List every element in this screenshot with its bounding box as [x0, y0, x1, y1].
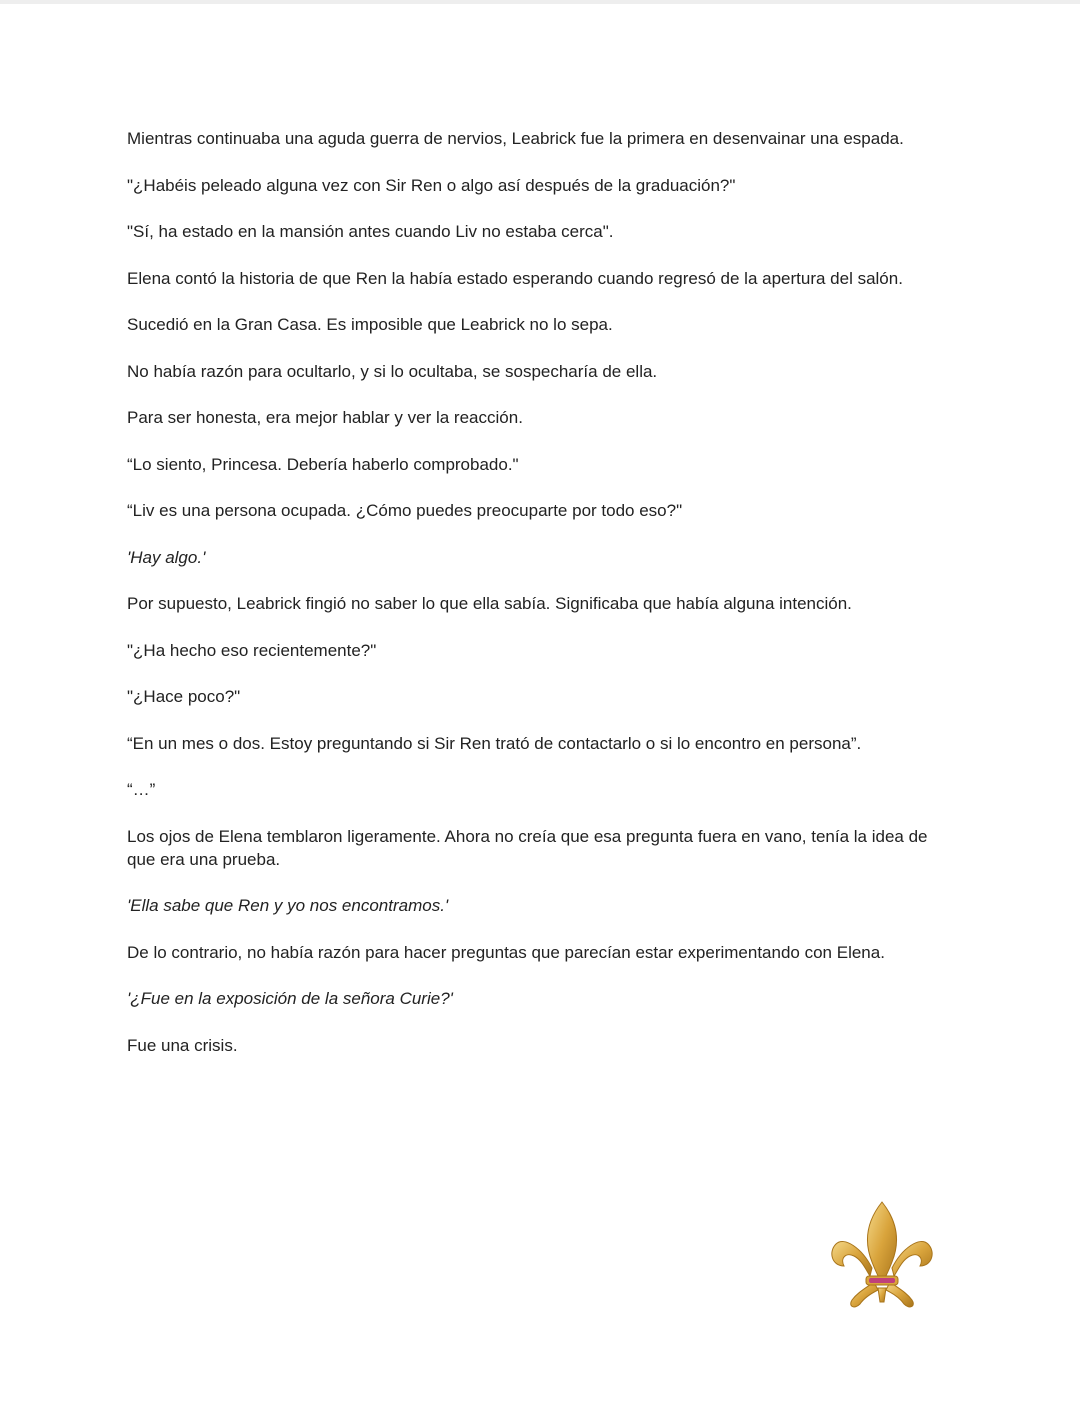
top-edge-shadow: [0, 0, 1080, 4]
paragraph: "¿Habéis peleado alguna vez con Sir Ren o algo así después de la graduación?": [127, 175, 736, 195]
paragraph: "¿Ha hecho eso recientemente?": [127, 640, 377, 660]
fleur-de-lis-icon: [826, 1196, 938, 1332]
paragraph: No había razón para ocultarlo, y si lo ocultaba, se sospecharía de ella.: [127, 361, 658, 381]
paragraph: Fue una crisis.: [127, 1035, 238, 1055]
paragraph: 'Ella sabe que Ren y yo nos encontramos.': [127, 896, 449, 915]
paragraph: Los ojos de Elena temblaron ligeramente. Ahora no creía que esa pregunta fuera en vano, tenía la idea de que era una prueba.: [127, 826, 933, 869]
paragraph: “En un mes o dos. Estoy preguntando si Sir Ren trató de contactarlo o si lo encontro en persona”.: [127, 733, 862, 753]
paragraph: Por supuesto, Leabrick fingió no saber lo que ella sabía. Significaba que había alguna intención.: [127, 594, 852, 613]
paragraph: Mientras continuaba una aguda guerra de nervios, Leabrick fue la primera en desenvainar una espada.: [127, 129, 904, 148]
paragraph: “…”: [127, 780, 156, 799]
paragraph: "Sí, ha estado en la mansión antes cuando Liv no estaba cerca".: [127, 222, 614, 241]
paragraph: Para ser honesta, era mejor hablar y ver la reacción.: [127, 408, 523, 427]
document-body: [127, 127, 947, 1080]
paragraph: “Lo siento, Princesa. Debería haberlo comprobado.": [127, 454, 519, 474]
paragraph: 'Hay algo.': [127, 547, 206, 567]
paragraph: De lo contrario, no había razón para hacer preguntas que parecían estar experimentando con Elena.: [127, 942, 885, 962]
paragraph: Sucedió en la Gran Casa. Es imposible que Leabrick no lo sepa.: [127, 315, 613, 334]
paragraph: Elena contó la historia de que Ren la había estado esperando cuando regresó de la apertura del salón.: [127, 268, 903, 288]
paragraph: '¿Fue en la exposición de la señora Curie?': [127, 989, 453, 1008]
paragraph: “Liv es una persona ocupada. ¿Cómo puedes preocuparte por todo eso?": [127, 501, 683, 520]
watermark-logo: [826, 1196, 938, 1332]
paragraph: "¿Hace poco?": [127, 687, 241, 706]
